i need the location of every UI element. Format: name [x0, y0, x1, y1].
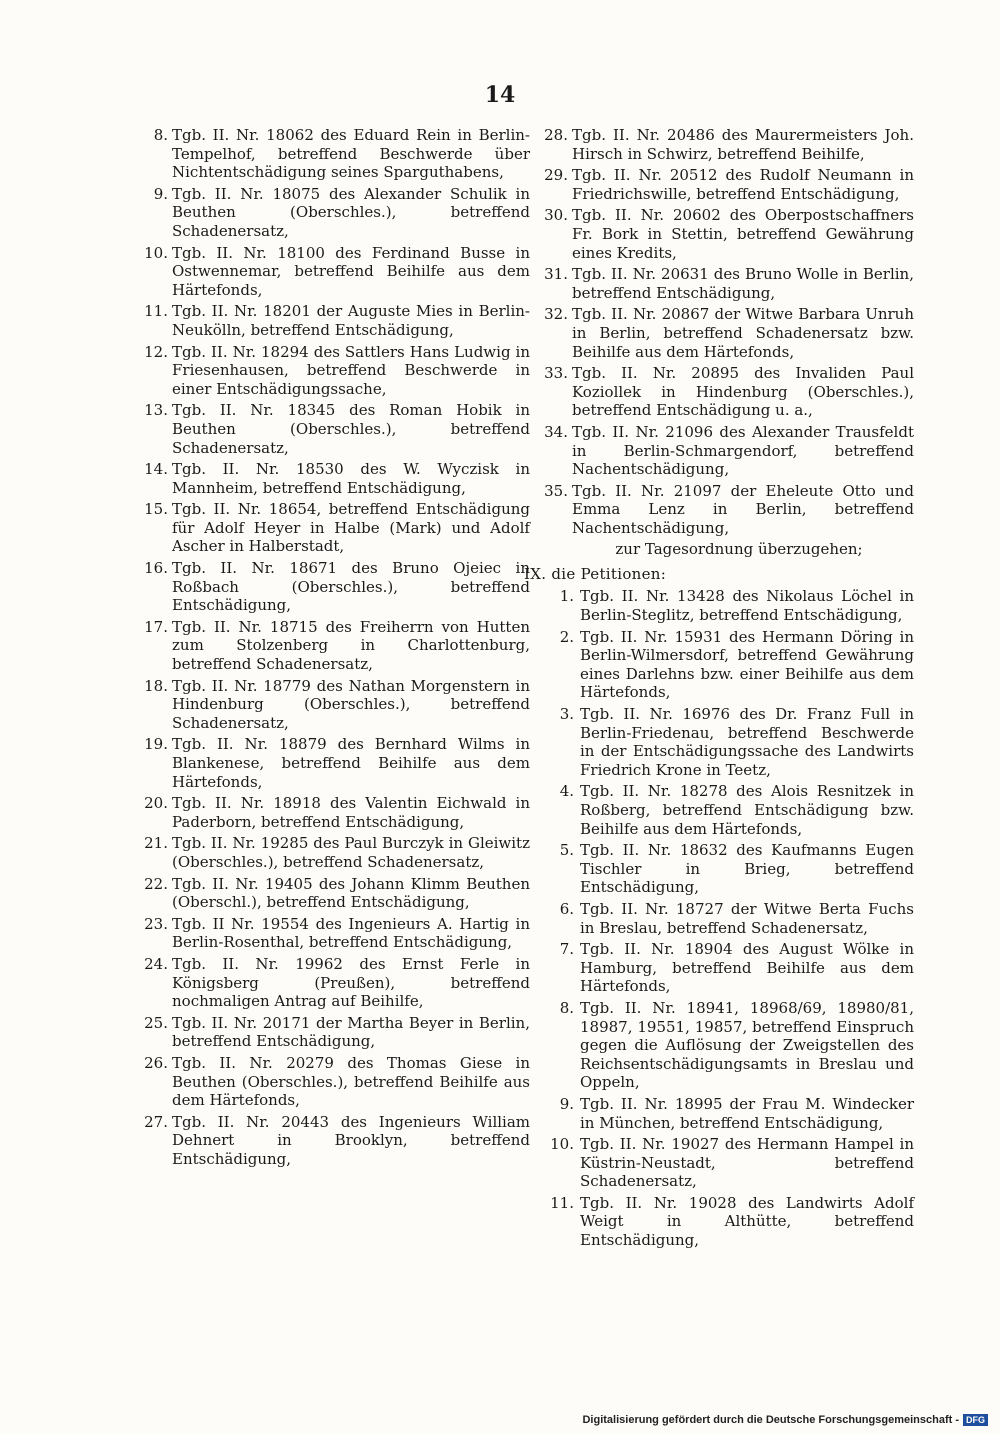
- item-text: Tgb. II. Nr. 18632 des Kaufmanns Eugen Tischler in Brieg, betreffend Entschädigung,: [580, 841, 914, 897]
- section-ix-heading: IX. die Petitionen:: [524, 565, 667, 584]
- list-item: [138, 677, 530, 733]
- right-column-entries: [524, 126, 914, 537]
- item-number: 32.: [544, 305, 568, 324]
- item-text: Tgb. II. Nr. 20443 des Ingenieurs William Dehnert in Brooklyn, betreffend Entschädigung,: [172, 1112, 530, 1168]
- item-number: 1.: [559, 587, 574, 606]
- item-text: Tgb. II. Nr. 16976 des Dr. Franz Full in Berlin-Friedenau, betreffend Beschwerde in der Entschädigungssache des Landwirts Friedrich Krone in Teetz,: [580, 705, 914, 779]
- item-number: 35.: [544, 481, 568, 500]
- item-text: Tgb. II. Nr. 18715 des Freiherrn von Hutten zum Stolzenberg in Charlottenburg, betreffend Schadenersatz,: [172, 617, 530, 674]
- list-item: [138, 185, 530, 241]
- list-item: [138, 500, 530, 556]
- item-text: Tgb. II Nr. 19554 des Ingenieurs A. Hartig in Berlin-Rosenthal, betreffend Entschädigung,: [172, 914, 530, 952]
- item-text: Tgb. II. Nr. 19962 des Ernst Ferle in Königsberg (Preußen), betreffend nochmaligen Antrag auf Beihilfe,: [172, 954, 530, 1011]
- list-item: [138, 1113, 530, 1169]
- list-item: [138, 559, 530, 615]
- dfg-logo: DFG: [963, 1414, 988, 1426]
- item-number: 8.: [153, 126, 168, 144]
- item-number: 4.: [559, 782, 574, 801]
- footer-text: Digitalisierung gefördert durch die Deutsche Forschungsgemeinschaft -: [582, 1414, 959, 1426]
- list-item: [138, 126, 530, 182]
- item-text: Tgb. II. Nr. 20631 des Bruno Wolle in Berlin, betreffend Entschädigung,: [572, 265, 914, 302]
- list-item: [138, 794, 530, 831]
- item-number: 13.: [144, 401, 168, 420]
- item-number: 25.: [144, 1013, 168, 1032]
- item-text: Tgb. II. Nr. 18879 des Bernhard Wilms in Blankenese, betreffend Beihilfe aus dem Härtefonds,: [172, 735, 530, 791]
- item-number: 34.: [544, 422, 568, 441]
- list-item: [138, 302, 530, 339]
- item-text: Tgb. II. Nr. 18995 der Frau M. Windecker in München, betreffend Entschädigung,: [580, 1094, 914, 1132]
- item-number: 30.: [544, 206, 568, 225]
- right-column: [524, 126, 914, 1253]
- list-item: [524, 305, 914, 361]
- item-text: Tgb. II. Nr. 18904 des August Wölke in Hamburg, betreffend Beihilfe aus dem Härtefonds,: [580, 940, 914, 996]
- item-number: 11.: [550, 1193, 574, 1212]
- list-item: [524, 482, 914, 538]
- list-item: [138, 401, 530, 457]
- item-number: 28.: [544, 126, 568, 144]
- item-number: 17.: [144, 617, 168, 636]
- list-item: [524, 206, 914, 262]
- list-item: [524, 900, 914, 937]
- list-item: [524, 1135, 914, 1191]
- list-item: [524, 1194, 914, 1250]
- item-text: Tgb. II. Nr. 20895 des Invaliden Paul Koziollek in Hindenburg (Oberschles.), betreffend Entschädigung u. a.,: [572, 364, 914, 420]
- item-text: Tgb. II. Nr. 18345 des Roman Hobik in Beuthen (Oberschles.), betreffend Schadenersatz,: [172, 401, 530, 457]
- item-text: Tgb. II. Nr. 19405 des Johann Klimm Beuthen (Oberschl.), betreffend Entschädigung,: [172, 874, 530, 912]
- item-text: Tgb. II. Nr. 18918 des Valentin Eichwald in Paderborn, betreffend Entschädigung,: [172, 794, 530, 831]
- item-text: Tgb. II. Nr. 18941, 18968/69, 18980/81, 18987, 19551, 19857, betreffend Einspruch gegen die Auflösung der Zweigstellen des Reichsentschädigungsamts in Breslau und Oppeln,: [580, 998, 914, 1092]
- list-item: [524, 999, 914, 1092]
- page-number: 14: [484, 82, 516, 108]
- list-item: [524, 841, 914, 897]
- item-text: Tgb. II. Nr. 21097 der Eheleute Otto und Emma Lenz in Berlin, betreffend Nachentschädigung,: [572, 481, 914, 537]
- list-item: [138, 915, 530, 952]
- list-item: [524, 940, 914, 996]
- footer: [582, 1414, 988, 1426]
- item-text: Tgb. II. Nr. 18278 des Alois Resnitzek in Roßberg, betreffend Entschädigung bzw. Beihilfe aus dem Härtefonds,: [580, 782, 914, 838]
- list-item: [524, 628, 914, 702]
- list-item: [138, 343, 530, 399]
- item-number: 15.: [144, 500, 168, 519]
- list-item: [524, 423, 914, 479]
- item-text: Tgb. II. Nr. 18100 des Ferdinand Busse in Ostwennemar, betreffend Beihilfe aus dem Härtefonds,: [172, 243, 530, 299]
- list-item: [524, 166, 914, 203]
- list-item: [138, 244, 530, 300]
- item-number: 33.: [544, 364, 568, 383]
- item-text: Tgb. II. Nr. 19028 des Landwirts Adolf Weigt in Althütte, betreffend Entschädigung,: [580, 1193, 914, 1250]
- list-item: [524, 364, 914, 420]
- list-item: [524, 782, 914, 838]
- item-text: Tgb. II. Nr. 15931 des Hermann Döring in Berlin-Wilmersdorf, betreffend Gewährung eines Darlehns bzw. einer Beihilfe aus dem Härtefonds,: [580, 627, 914, 702]
- item-number: 11.: [144, 302, 168, 321]
- item-number: 2.: [559, 627, 574, 646]
- item-text: Tgb. II. Nr. 20486 des Maurermeisters Joh. Hirsch in Schwirz, betreffend Beihilfe,: [572, 126, 914, 163]
- item-number: 19.: [144, 735, 168, 754]
- item-number: 9.: [153, 184, 168, 203]
- list-item: [138, 834, 530, 871]
- list-item: [524, 1095, 914, 1132]
- item-number: 31.: [544, 265, 568, 284]
- item-text: Tgb. II. Nr. 19285 des Paul Burczyk in Gleiwitz (Oberschles.), betreffend Schadenersatz,: [172, 834, 530, 871]
- item-number: 10.: [144, 243, 168, 262]
- item-text: Tgb. II. Nr. 18075 des Alexander Schulik in Beuthen (Oberschles.), betreffend Schadenersatz,: [172, 184, 530, 240]
- list-item: [524, 265, 914, 302]
- list-item: [524, 587, 914, 624]
- item-text: Tgb. II. Nr. 18201 der Auguste Mies in Berlin-Neukölln, betreffend Entschädigung,: [172, 302, 530, 339]
- item-number: 7.: [559, 940, 574, 959]
- section-ix-list: [524, 587, 914, 1249]
- item-number: 10.: [550, 1135, 574, 1154]
- item-text: Tgb. II. Nr. 20512 des Rudolf Neumann in Friedrichswille, betreffend Entschädigung,: [572, 166, 914, 203]
- item-text: Tgb. II. Nr. 20867 der Witwe Barbara Unruh in Berlin, betreffend Schadenersatz bzw. Beihilfe aus dem Härtefonds,: [572, 305, 914, 361]
- item-text: Tgb. II. Nr. 21096 des Alexander Trausfeldt in Berlin-Schmargendorf, betreffend Nachentschädigung,: [572, 422, 914, 479]
- item-text: Tgb. II. Nr. 18654, betreffend Entschädigung für Adolf Heyer in Halbe (Mark) und Adolf Ascher in Halberstadt,: [172, 500, 530, 556]
- item-text: Tgb. II. Nr. 18727 der Witwe Berta Fuchs in Breslau, betreffend Schadenersatz,: [580, 899, 914, 937]
- item-number: 5.: [559, 841, 574, 860]
- item-number: 6.: [559, 899, 574, 918]
- item-text: Tgb. II. Nr. 18779 des Nathan Morgenstern in Hindenburg (Oberschles.), betreffend Schadenersatz,: [172, 676, 530, 732]
- list-item: [138, 875, 530, 912]
- item-number: 23.: [144, 914, 168, 933]
- item-text: Tgb. II. Nr. 20602 des Oberpostschaffners Fr. Bork in Stettin, betreffend Gewährung eines Kredits,: [572, 206, 914, 262]
- item-number: 24.: [144, 954, 168, 973]
- item-number: 3.: [559, 705, 574, 724]
- item-text: Tgb. II. Nr. 18671 des Bruno Ojeiec in Roßbach (Oberschles.), betreffend Entschädigung,: [172, 559, 530, 615]
- list-item: [138, 460, 530, 497]
- item-number: 8.: [559, 998, 574, 1017]
- item-number: 21.: [144, 834, 168, 853]
- item-number: 26.: [144, 1053, 168, 1072]
- item-number: 27.: [144, 1112, 168, 1131]
- item-text: Tgb. II. Nr. 18294 des Sattlers Hans Ludwig in Friesenhausen, betreffend Beschwerde in einer Entschädigungssache,: [172, 342, 530, 398]
- item-number: 22.: [144, 874, 168, 893]
- item-text: Tgb. II. Nr. 13428 des Nikolaus Löchel in Berlin-Steglitz, betreffend Entschädigung,: [580, 587, 914, 625]
- item-text: Tgb. II. Nr. 20171 der Martha Beyer in Berlin, betreffend Entschädigung,: [172, 1013, 530, 1051]
- item-text: Tgb. II. Nr. 19027 des Hermann Hampel in Küstrin-Neustadt, betreffend Schadenersatz,: [580, 1135, 914, 1191]
- list-item: [524, 126, 914, 163]
- item-number: 16.: [144, 559, 168, 578]
- item-number: 12.: [144, 342, 168, 361]
- list-item: [138, 1014, 530, 1051]
- left-column: [138, 126, 530, 1171]
- item-number: 29.: [544, 166, 568, 185]
- list-item: [138, 1054, 530, 1110]
- transition-text: zur Tagesordnung überzugehen;: [615, 540, 863, 559]
- item-text: Tgb. II. Nr. 18530 des W. Wyczisk in Mannheim, betreffend Entschädigung,: [172, 460, 530, 497]
- list-item: [138, 955, 530, 1011]
- item-number: 14.: [144, 460, 168, 479]
- item-number: 18.: [144, 676, 168, 695]
- list-item: [524, 705, 914, 779]
- list-item: [138, 735, 530, 791]
- item-text: Tgb. II. Nr. 18062 des Eduard Rein in Berlin-Tempelhof, betreffend Beschwerde über Nichtentschädigung seines Sparguthabens,: [172, 126, 530, 182]
- item-text: Tgb. II. Nr. 20279 des Thomas Giese in Beuthen (Oberschles.), betreffend Beihilfe aus dem Härtefonds,: [172, 1053, 530, 1110]
- item-number: 20.: [144, 794, 168, 813]
- list-item: [138, 618, 530, 674]
- item-number: 9.: [559, 1094, 574, 1113]
